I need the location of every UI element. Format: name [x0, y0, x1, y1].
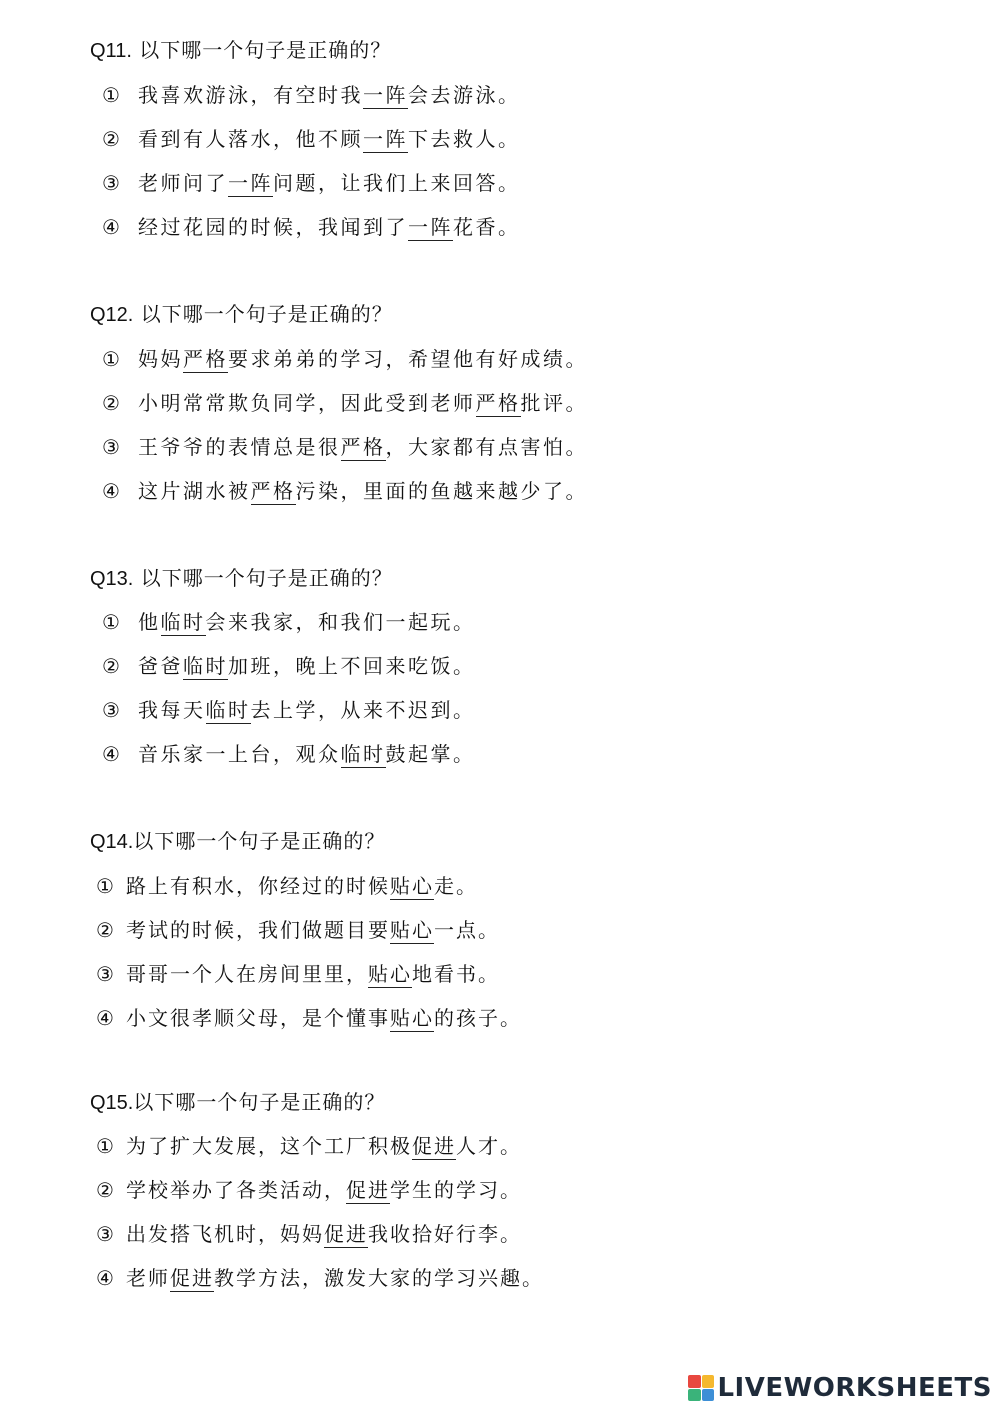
- option-text-before: 爸爸: [138, 654, 183, 678]
- question-prompt: 以下哪一个句子是正确的？: [133, 566, 393, 590]
- option-number: ④: [102, 479, 120, 503]
- option-4[interactable]: [102, 741, 476, 767]
- option-text-after: 花香。: [453, 215, 521, 239]
- option-text-before: 看到有人落水，他不顾: [138, 127, 363, 151]
- option-number: ①: [102, 610, 120, 634]
- option-4[interactable]: [102, 478, 588, 504]
- brand-name: LIVEWORKSHEETS: [717, 1373, 992, 1403]
- question-title: [90, 1089, 385, 1116]
- option-text-after: 我收拾好行李。: [368, 1222, 522, 1246]
- option-text-after: 人才。: [456, 1134, 522, 1158]
- option-number: ②: [96, 1178, 114, 1202]
- option-2[interactable]: [96, 917, 500, 943]
- option-number: ④: [96, 1266, 114, 1290]
- underlined-term: 一阵: [363, 83, 408, 107]
- option-text-after: 会来我家，和我们一起玩。: [205, 610, 476, 634]
- logo-square-yellow: [702, 1375, 715, 1388]
- underlined-term: 严格: [250, 479, 296, 503]
- option-text-after: 的孩子。: [434, 1006, 522, 1030]
- option-number: ②: [102, 654, 120, 678]
- question-number: Q15.: [90, 1092, 134, 1114]
- option-4[interactable]: [102, 214, 521, 240]
- question-title: [90, 301, 393, 328]
- question-number: Q14.: [90, 831, 134, 853]
- underlined-term: 贴心: [368, 962, 412, 986]
- underlined-term: 一阵: [408, 215, 453, 239]
- underlined-term: 促进: [346, 1178, 390, 1202]
- underlined-term: 贴心: [390, 1006, 434, 1030]
- option-number: ②: [96, 918, 114, 942]
- underlined-term: 一阵: [363, 127, 408, 151]
- option-number: ②: [102, 391, 120, 415]
- option-text-before: 哥哥一个人在房间里里，: [126, 962, 368, 986]
- underlined-term: 促进: [412, 1134, 456, 1158]
- option-text-before: 考试的时候，我们做题目要: [126, 918, 390, 942]
- option-text-before: 学校举办了各类活动，: [126, 1178, 346, 1202]
- logo-icon: [688, 1375, 714, 1401]
- option-text-after: 问题，让我们上来回答。: [273, 171, 521, 195]
- option-text-after: 批评。: [520, 391, 588, 415]
- question-prompt: 以下哪一个句子是正确的？: [133, 302, 393, 326]
- option-3[interactable]: [102, 170, 521, 196]
- option-text-after: 教学方法，激发大家的学习兴趣。: [214, 1266, 544, 1290]
- option-text-before: 小文很孝顺父母，是个懂事: [126, 1006, 390, 1030]
- option-text-after: 一点。: [434, 918, 500, 942]
- option-3[interactable]: [96, 1221, 522, 1247]
- option-2[interactable]: [96, 1177, 522, 1203]
- underlined-term: 贴心: [390, 874, 434, 898]
- option-number: ③: [96, 1222, 114, 1246]
- option-number: ①: [96, 1134, 114, 1158]
- option-text-before: 老师: [126, 1266, 170, 1290]
- option-2[interactable]: [102, 653, 476, 679]
- logo-square-red: [688, 1375, 701, 1388]
- underlined-term: 促进: [170, 1266, 214, 1290]
- option-1[interactable]: [96, 1133, 522, 1159]
- option-3[interactable]: [102, 434, 588, 460]
- question-number: Q13.: [90, 568, 134, 590]
- option-text-before: 经过花园的时候，我闻到了: [138, 215, 408, 239]
- option-1[interactable]: [96, 873, 478, 899]
- underlined-term: 促进: [324, 1222, 368, 1246]
- underlined-term: 临时: [160, 610, 206, 634]
- option-1[interactable]: [102, 609, 476, 635]
- underlined-term: 严格: [183, 347, 228, 371]
- option-number: ④: [102, 215, 120, 239]
- underlined-term: 临时: [205, 698, 251, 722]
- option-text-before: 我每天: [138, 698, 206, 722]
- option-text-after: 去上学，从来不迟到。: [250, 698, 476, 722]
- option-number: ①: [102, 347, 120, 371]
- option-number: ④: [102, 742, 120, 766]
- option-1[interactable]: [102, 82, 521, 108]
- option-text-after: 走。: [434, 874, 478, 898]
- liveworksheets-logo: [688, 1373, 992, 1403]
- underlined-term: 严格: [340, 435, 386, 459]
- option-number: ①: [96, 874, 114, 898]
- option-4[interactable]: [96, 1005, 522, 1031]
- option-text-after: 要求弟弟的学习，希望他有好成绩。: [228, 347, 588, 371]
- question-title: [90, 37, 391, 64]
- option-text-after: 下去救人。: [408, 127, 521, 151]
- option-number: ④: [96, 1006, 114, 1030]
- option-2[interactable]: [102, 390, 588, 416]
- option-text-after: 学生的学习。: [390, 1178, 522, 1202]
- option-number: ②: [102, 127, 120, 151]
- option-number: ①: [102, 83, 120, 107]
- option-text-after: 加班，晚上不回来吃饭。: [228, 654, 476, 678]
- question-title: [90, 565, 393, 592]
- question-prompt: 以下哪一个句子是正确的？: [131, 38, 392, 62]
- option-number: ③: [102, 435, 120, 459]
- option-text-before: 妈妈: [138, 347, 183, 371]
- option-text-after: 会去游泳。: [408, 83, 521, 107]
- option-number: ③: [102, 698, 120, 722]
- option-number: ③: [102, 171, 120, 195]
- question-prompt: 以下哪一个句子是正确的？: [133, 829, 386, 853]
- question-prompt: 以下哪一个句子是正确的？: [133, 1090, 386, 1114]
- option-text-before: 音乐家一上台，观众: [138, 742, 341, 766]
- option-text-after: 污染，里面的鱼越来越少了。: [295, 479, 588, 503]
- underlined-term: 临时: [340, 742, 386, 766]
- option-number: ③: [96, 962, 114, 986]
- option-text-before: 这片湖水被: [138, 479, 251, 503]
- option-2[interactable]: [102, 126, 521, 152]
- option-text-after: 地看书。: [412, 962, 500, 986]
- option-3[interactable]: [102, 697, 476, 723]
- option-3[interactable]: [96, 961, 500, 987]
- option-text-before: 他: [138, 610, 161, 634]
- option-1[interactable]: [102, 346, 588, 372]
- option-text-before: 出发搭飞机时，妈妈: [126, 1222, 324, 1246]
- option-text-before: 王爷爷的表情总是很: [138, 435, 341, 459]
- option-text-before: 路上有积水，你经过的时候: [126, 874, 390, 898]
- underlined-term: 贴心: [390, 918, 434, 942]
- option-text-after: ，大家都有点害怕。: [385, 435, 588, 459]
- option-text-before: 小明常常欺负同学，因此受到老师: [138, 391, 476, 415]
- option-text-before: 为了扩大发展，这个工厂积极: [126, 1134, 412, 1158]
- underlined-term: 临时: [183, 654, 228, 678]
- option-text-before: 老师问了: [138, 171, 228, 195]
- underlined-term: 严格: [475, 391, 521, 415]
- underlined-term: 一阵: [228, 171, 273, 195]
- logo-square-blue: [702, 1389, 715, 1402]
- question-title: [90, 828, 385, 855]
- logo-square-green: [688, 1389, 701, 1402]
- question-number: Q12.: [90, 304, 134, 326]
- option-text-before: 我喜欢游泳，有空时我: [138, 83, 363, 107]
- question-number: Q11.: [90, 40, 132, 62]
- option-4[interactable]: [96, 1265, 544, 1291]
- option-text-after: 鼓起掌。: [385, 742, 476, 766]
